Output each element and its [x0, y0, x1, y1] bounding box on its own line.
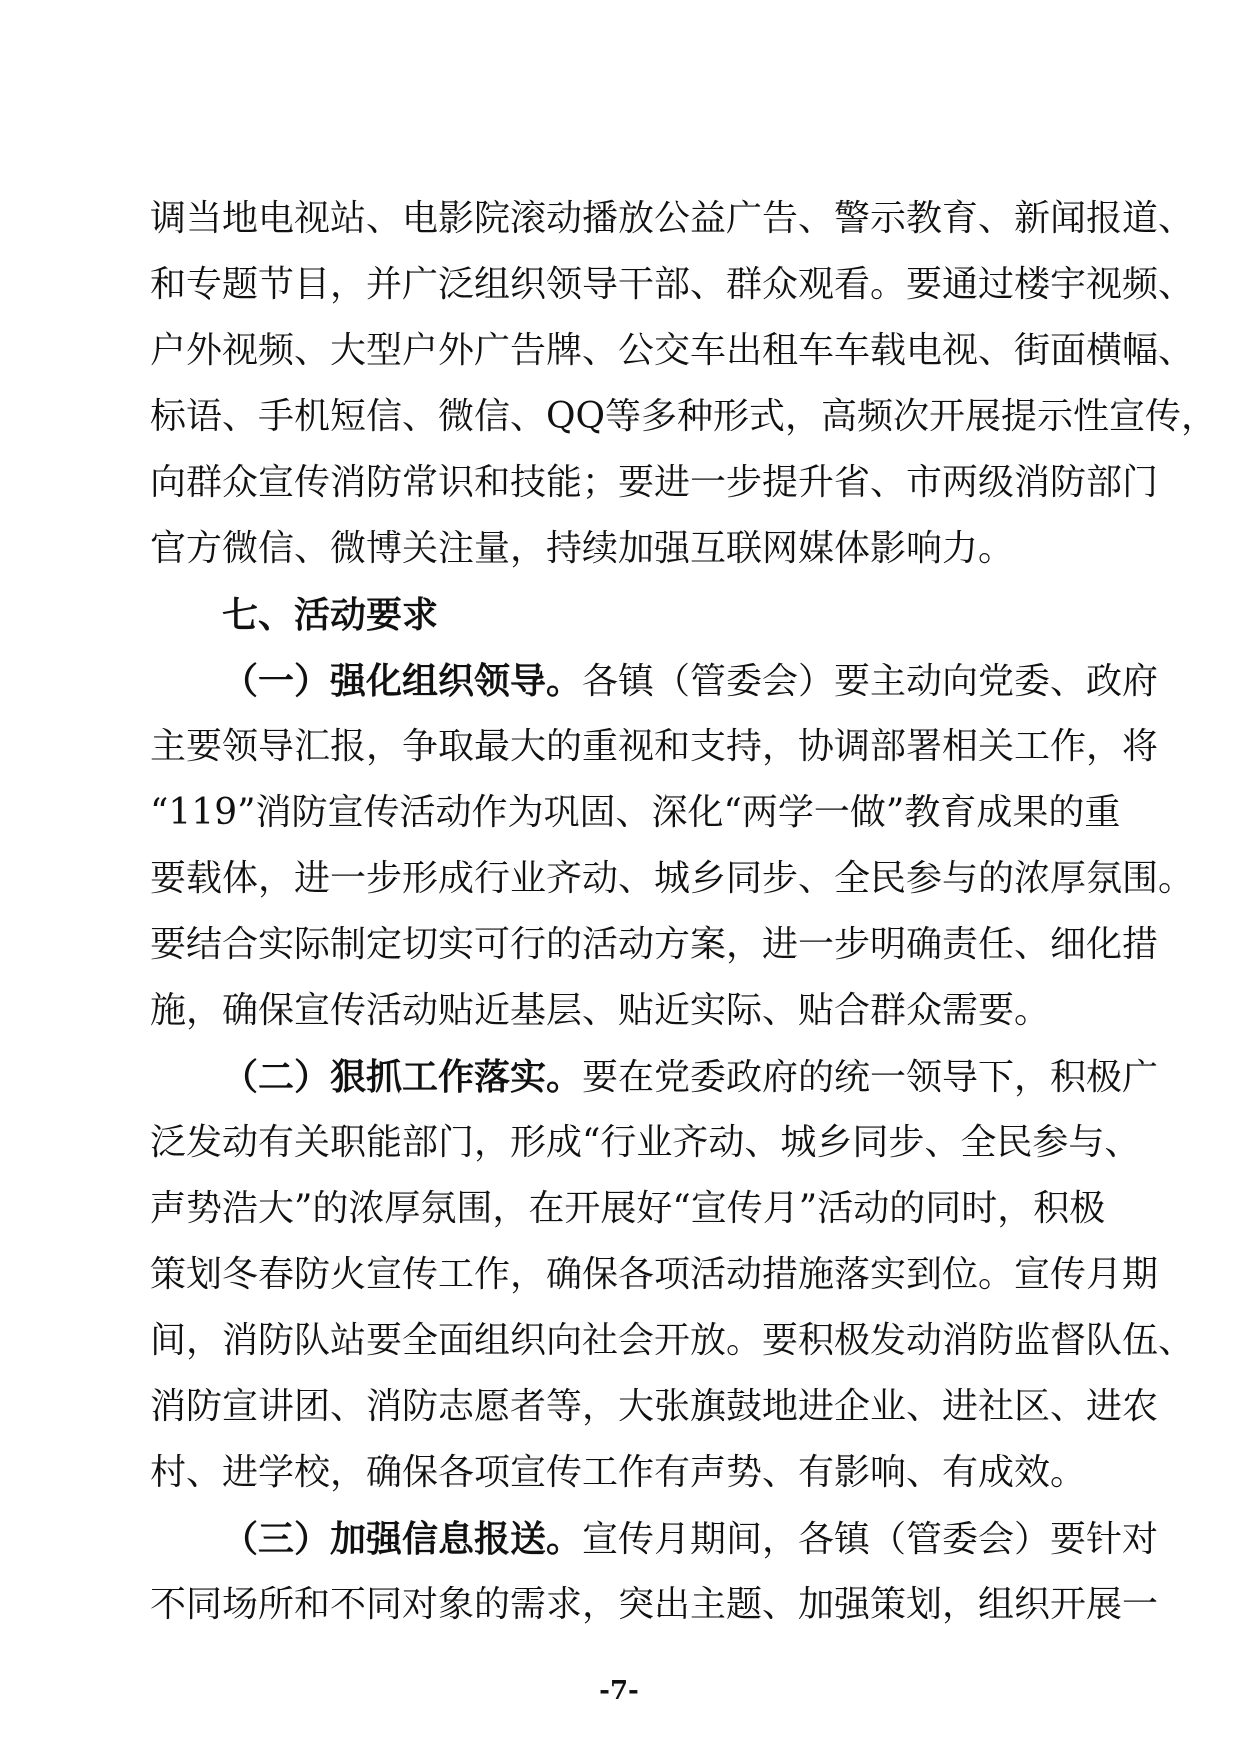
- paragraph-first-line: （一）强化组织领导。各镇（管委会）要主动向党委、政府: [222, 660, 1159, 702]
- text-line: 不同场所和不同对象的需求，突出主题、加强策划，组织开展一: [150, 1584, 1159, 1625]
- paragraph-lead: （二）狠抓工作落实。: [222, 1056, 583, 1098]
- text-line: 要载体，进一步形成行业齐动、城乡同步、全民参与的浓厚氛围。: [150, 858, 1195, 899]
- text-line: 要结合实际制定切实可行的活动方案，进一步明确责任、细化措: [150, 924, 1159, 965]
- paragraph-first-line: （二）狠抓工作落实。要在党委政府的统一领导下，积极广: [222, 1056, 1159, 1098]
- body-text: [150, 186, 1218, 1638]
- text-line: “119”消防宣传活动作为巩固、深化“两学一做”教育成果的重: [150, 792, 1121, 833]
- text-line: 标语、手机短信、微信、QQ等多种形式，高频次开展提示性宣传，: [150, 396, 1218, 437]
- text-line: 和专题节目，并广泛组织领导干部、群众观看。要通过楼宇视频、: [150, 264, 1195, 305]
- section-heading: 七、活动要求: [222, 594, 439, 636]
- text-line: 消防宣讲团、消防志愿者等，大张旗鼓地进企业、进社区、进农: [150, 1386, 1159, 1427]
- text-line: 策划冬春防火宣传工作，确保各项活动措施落实到位。宣传月期: [150, 1254, 1159, 1295]
- text-line: 间，消防队站要全面组织向社会开放。要积极发动消防监督队伍、: [150, 1320, 1195, 1361]
- text-line: 调当地电视站、电影院滚动播放公益广告、警示教育、新闻报道、: [150, 198, 1195, 239]
- text-line: 泛发动有关职能部门，形成“行业齐动、城乡同步、全民参与、: [150, 1122, 1141, 1163]
- text-line: 声势浩大”的浓厚氛围，在开展好“宣传月”活动的同时，积极: [150, 1188, 1106, 1229]
- text-line: 户外视频、大型户外广告牌、公交车出租车车载电视、街面横幅、: [150, 330, 1195, 371]
- text-line: 向群众宣传消防常识和技能；要进一步提升省、市两级消防部门: [150, 462, 1159, 503]
- page-number: -7-: [599, 1676, 639, 1706]
- paragraph-first-line: （三）加强信息报送。宣传月期间，各镇（管委会）要针对: [222, 1518, 1159, 1560]
- text-line: 官方微信、微博关注量，持续加强互联网媒体影响力。: [150, 528, 1015, 569]
- text-line: 施，确保宣传活动贴近基层、贴近实际、贴合群众需要。: [150, 990, 1051, 1031]
- paragraph-lead: （一）强化组织领导。: [222, 660, 583, 702]
- paragraph-lead: （三）加强信息报送。: [222, 1518, 583, 1560]
- text-line: 村、进学校，确保各项宣传工作有声势、有影响、有成效。: [150, 1452, 1087, 1493]
- text-line: 主要领导汇报，争取最大的重视和支持，协调部署相关工作，将: [150, 726, 1159, 767]
